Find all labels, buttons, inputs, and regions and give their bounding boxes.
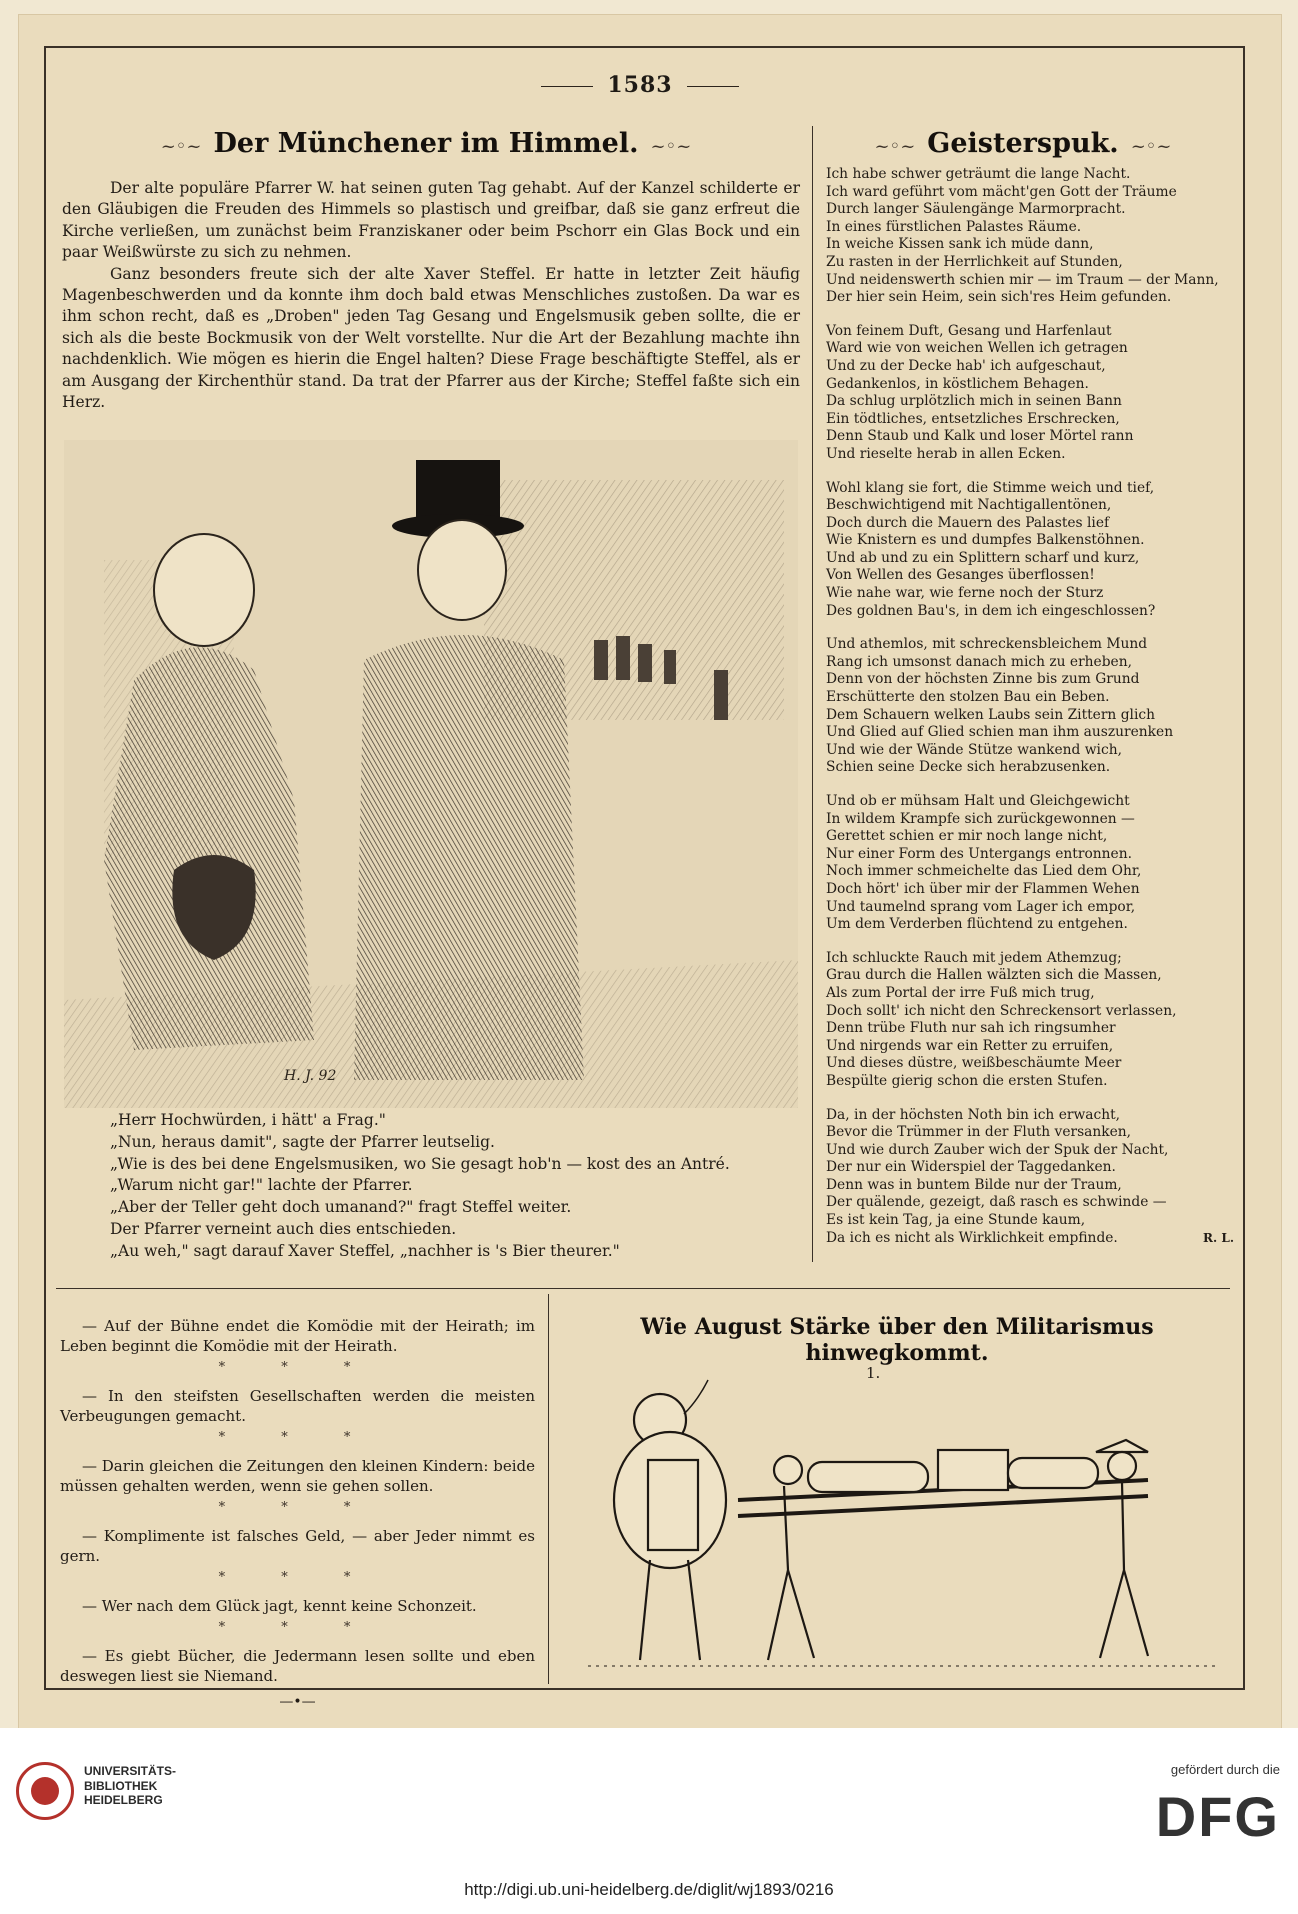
poem-line: Ich ward geführt vom mächt'gen Gott der Träume xyxy=(826,183,1177,200)
end-ornament: —•— xyxy=(279,1694,316,1710)
dialogue-line: „Warum nicht gar!" lachte der Pfarrer. xyxy=(110,1176,413,1195)
poem-stanza xyxy=(826,166,1234,307)
source-url-link[interactable]: http://digi.ub.uni-heidelberg.de/diglit/wj1893/0216 xyxy=(464,1880,834,1899)
poem-stanza xyxy=(826,480,1234,621)
poem-line: Von Wellen des Gesanges überflossen! xyxy=(826,567,1095,584)
poem-line: Und wie durch Zauber wich der Spuk der Nacht, xyxy=(826,1141,1169,1158)
poem-line: Von feinem Duft, Gesang und Harfenlaut xyxy=(826,322,1112,339)
ornament-icon: ~◦~ xyxy=(1130,136,1172,157)
separator-stars: * * * xyxy=(218,1620,377,1635)
separator-stars: * * * xyxy=(218,1500,377,1515)
poem-line: Beschwichtigend mit Nachtigallentönen, xyxy=(826,497,1112,514)
poem-title: ~◦~ Geisterspuk. ~◦~ xyxy=(874,128,1172,159)
poem-line: Zu rasten in der Herrlichkeit auf Stunden, xyxy=(826,253,1123,270)
poem-line: Denn Staub und Kalk und loser Mörtel rann xyxy=(826,428,1134,445)
poem-line: Und Glied auf Glied schien man ihm auszurenken xyxy=(826,724,1174,741)
funding-label: gefördert durch die xyxy=(1170,1762,1280,1777)
poem-line: Da, in der höchsten Noth bin ich erwacht, xyxy=(826,1106,1121,1123)
poem-line: In weiche Kissen sank ich müde dann, xyxy=(826,236,1094,253)
poem-stanza xyxy=(826,1107,1234,1248)
poem-line: Es ist kein Tag, ja eine Stunde kaum, xyxy=(826,1212,1086,1229)
cartoon-image xyxy=(588,1370,1218,1670)
poem-line: Nur einer Form des Untergangs entronnen. xyxy=(826,845,1132,862)
poem-line: Und athemlos, mit schreckensbleichem Mund xyxy=(826,636,1148,653)
dialogue-line: Der Pfarrer verneint auch dies entschieden. xyxy=(110,1219,457,1238)
separator-stars: * * * xyxy=(218,1570,377,1585)
poem-line: Und ob er mühsam Halt und Gleichgewicht xyxy=(826,793,1130,809)
ornament-icon: ~◦~ xyxy=(874,136,916,157)
article-body xyxy=(62,178,800,413)
column-divider xyxy=(812,126,813,1262)
poem-line: Bevor die Trümmer in der Fluth versanken, xyxy=(826,1124,1132,1141)
dialogue-line: „Herr Hochwürden, i hätt' a Frag." xyxy=(110,1111,386,1129)
poem-line: Doch durch die Mauern des Palastes lief xyxy=(826,514,1110,531)
poem-line: Erschütterte den stolzen Bau ein Beben. xyxy=(826,689,1110,706)
cartoon-number: 1. xyxy=(866,1364,881,1382)
poem-body xyxy=(826,166,1234,1263)
aphorism: — Komplimente ist falsches Geld, — aber Jeder nimmt es gern. xyxy=(60,1527,535,1565)
poem-line: Der quälende, gezeigt, daß rasch es schwinde — xyxy=(826,1194,1167,1211)
cartoon-illustration xyxy=(588,1370,1218,1670)
poem-line: Gerettet schien er mir noch lange nicht, xyxy=(826,828,1108,845)
dialogue-line: „Aber der Teller geht doch umanand?" fragt Steffel weiter. xyxy=(110,1198,572,1217)
poem-line: Und nirgends war ein Retter zu erruifen, xyxy=(826,1037,1114,1054)
poem-line: Da ich es nicht als Wirklichkeit empfinde. xyxy=(826,1229,1118,1246)
article-title: ~◦~ Der Münchener im Himmel. ~◦~ xyxy=(160,128,692,159)
seal-icon xyxy=(16,1762,74,1820)
dialogue xyxy=(110,1110,800,1263)
poem-line: Durch langer Säulengänge Marmorpracht. xyxy=(826,201,1126,218)
aphorism: — In den steifsten Gesellschaften werden die meisten Verbeugungen gemacht. xyxy=(60,1387,535,1425)
aphorism: — Darin gleichen die Zeitungen den kleinen Kindern: beide müssen gehalten werden, wenn sie gehen sollen. xyxy=(60,1457,535,1495)
poem-line: In eines fürstlichen Palastes Räume. xyxy=(826,218,1082,235)
poem-stanza xyxy=(826,636,1234,777)
ornament-icon: ~◦~ xyxy=(160,136,202,157)
poem-line: Und rieselte herab in allen Ecken. xyxy=(826,445,1066,462)
poem-line: Noch immer schmeichelte das Lied dem Ohr, xyxy=(826,863,1142,880)
poem-stanza xyxy=(826,950,1234,1091)
article-paragraph: Ganz besonders freute sich der alte Xaver Steffel. Er hatte in letzter Zeit häufig Magenbeschwerden und da konnte ihm doch bald etwas Menschliches zustoßen. Da war es ihm schon recht, daß es „Droben" jeden Tag Gesang und Engelsmusik geben sollte, die er sich als die beste Bockmusik von der Welt vorstellte. Nur die Art der Bezahlung machte ihn nachdenklich. Wie mögen es hierin die Engel halten? Diese Frage beschäftigte Steffel, als er am Ausgang der Kirchenthür stand. Da trat der Pfarrer aus der Kirche; Steffel faßte sich ein Herz. xyxy=(62,264,800,412)
poem-signature: R. L. xyxy=(1203,1231,1234,1246)
poem-line: Grau durch die Hallen wälzten sich die Massen, xyxy=(826,967,1162,984)
poem-line: Gedankenlos, in köstlichem Behagen. xyxy=(826,375,1089,392)
poem-line: Rang ich umsonst danach mich zu erheben, xyxy=(826,653,1132,670)
poem-line: Doch hört' ich über mir der Flammen Wehen xyxy=(826,880,1140,897)
poem-line: Ich habe schwer geträumt die lange Nacht. xyxy=(826,166,1131,182)
poem-line: Und wie der Wände Stütze wankend wich, xyxy=(826,741,1122,758)
poem-line: Und dieses düstre, weißbeschäumte Meer xyxy=(826,1055,1122,1072)
poem-line: Und taumelnd sprang vom Lager ich empor, xyxy=(826,898,1136,915)
poem-line: Wie Knistern es und dumpfes Balkenstöhnen. xyxy=(826,532,1145,549)
poem-line: Wie nahe war, wie ferne noch der Sturz xyxy=(826,585,1104,602)
dialogue-line: „Au weh," sagt darauf Xaver Steffel, „nachher is 's Bier theurer." xyxy=(110,1241,620,1260)
dialogue-line: „Nun, heraus damit", sagte der Pfarrer leutselig. xyxy=(110,1132,495,1151)
poem-stanza xyxy=(826,323,1234,464)
poem-line: Denn trübe Fluth nur sah ich ringsumher xyxy=(826,1020,1116,1037)
poem-line: Da schlug urplötzlich mich in seinen Bann xyxy=(826,393,1122,410)
poem-line: Dem Schauern welken Laubs sein Zittern glich xyxy=(826,706,1155,723)
poem-line: Um dem Verderben flüchtend zu entgehen. xyxy=(826,916,1128,933)
page-number: 1583 xyxy=(520,72,760,98)
poem-line: Ward wie von weichen Wellen ich getragen xyxy=(826,340,1128,357)
poem-line: Ein tödtliches, entsetzliches Erschrecken, xyxy=(826,410,1120,427)
separator-stars: * * * xyxy=(218,1430,377,1445)
poem-line: Schien seine Decke sich herabzusenken. xyxy=(826,759,1111,776)
separator-stars: * * * xyxy=(218,1360,377,1375)
poem-line: Denn was in buntem Bilde nur der Traum, xyxy=(826,1176,1122,1193)
cartoon-title: Wie August Stärke über den Militarismus hinwegkommt. xyxy=(640,1314,1154,1366)
poem-line: Und neidenswerth schien mir — im Traum — der Mann, xyxy=(826,271,1219,288)
poem-line: Des goldnen Bau's, in dem ich eingeschlossen? xyxy=(826,602,1156,619)
poem-line: Doch sollt' ich nicht den Schreckensort verlassen, xyxy=(826,1002,1177,1019)
aphorism: — Auf der Bühne endet die Komödie mit der Heirath; im Leben beginnt die Komödie mit der Heirath. xyxy=(60,1317,535,1355)
poem-line: Der nur ein Widerspiel der Taggedanken. xyxy=(826,1159,1116,1176)
engraving-illustration xyxy=(64,440,798,1108)
poem-line: Bespülte gierig schon die ersten Stufen. xyxy=(826,1072,1108,1089)
ornament-icon: ~◦~ xyxy=(650,136,692,157)
aphorism: — Wer nach dem Glück jagt, kennt keine Schonzeit. xyxy=(82,1597,477,1615)
article-paragraph: Der alte populäre Pfarrer W. hat seinen guten Tag gehabt. Auf der Kanzel schilderte er den Gläubigen die Freuden des Himmels so plastisch und greifbar, daß sie ganz erfreut die Kirche verließen, um zunächst beim Franziskaner oder beim Pschorr ein Glas Bock und ein paar Weißwürste zu sich zu nehmen. xyxy=(62,179,800,262)
illustration-signature: H. J. 92 xyxy=(284,1068,337,1084)
dialogue-line: „Wie is des bei dene Engelsmusiken, wo Sie gesagt hob'n — kost des an Antré. xyxy=(110,1154,730,1173)
section-divider xyxy=(56,1288,1230,1289)
poem-stanza xyxy=(826,793,1234,934)
poem-line: Der hier sein Heim, sein sich'res Heim gefunden. xyxy=(826,289,1172,306)
dfg-logo[interactable]: DFG xyxy=(1155,1785,1280,1848)
engraving-image xyxy=(64,440,798,1108)
poem-line: Als zum Portal der irre Fuß mich trug, xyxy=(826,984,1095,1001)
poem-line: Denn von der höchsten Zinne bis zum Grund xyxy=(826,671,1140,688)
aphorisms xyxy=(60,1316,535,1712)
poem-line: Und zu der Decke hab' ich aufgeschaut, xyxy=(826,357,1106,374)
poem-line: Wohl klang sie fort, die Stimme weich und tief, xyxy=(826,479,1155,496)
poem-line: Ich schluckte Rauch mit jedem Athemzug; xyxy=(826,949,1122,966)
column-divider xyxy=(548,1294,549,1684)
poem-line: Und ab und zu ein Splittern scharf und kurz, xyxy=(826,549,1140,566)
university-name: UNIVERSITÄTS- BIBLIOTHEK HEIDELBERG xyxy=(84,1764,177,1807)
aphorism: — Es giebt Bücher, die Jedermann lesen sollte und eben deswegen liest sie Niemand. xyxy=(60,1647,535,1685)
poem-line: In wildem Krampfe sich zurückgewonnen — xyxy=(826,810,1135,827)
